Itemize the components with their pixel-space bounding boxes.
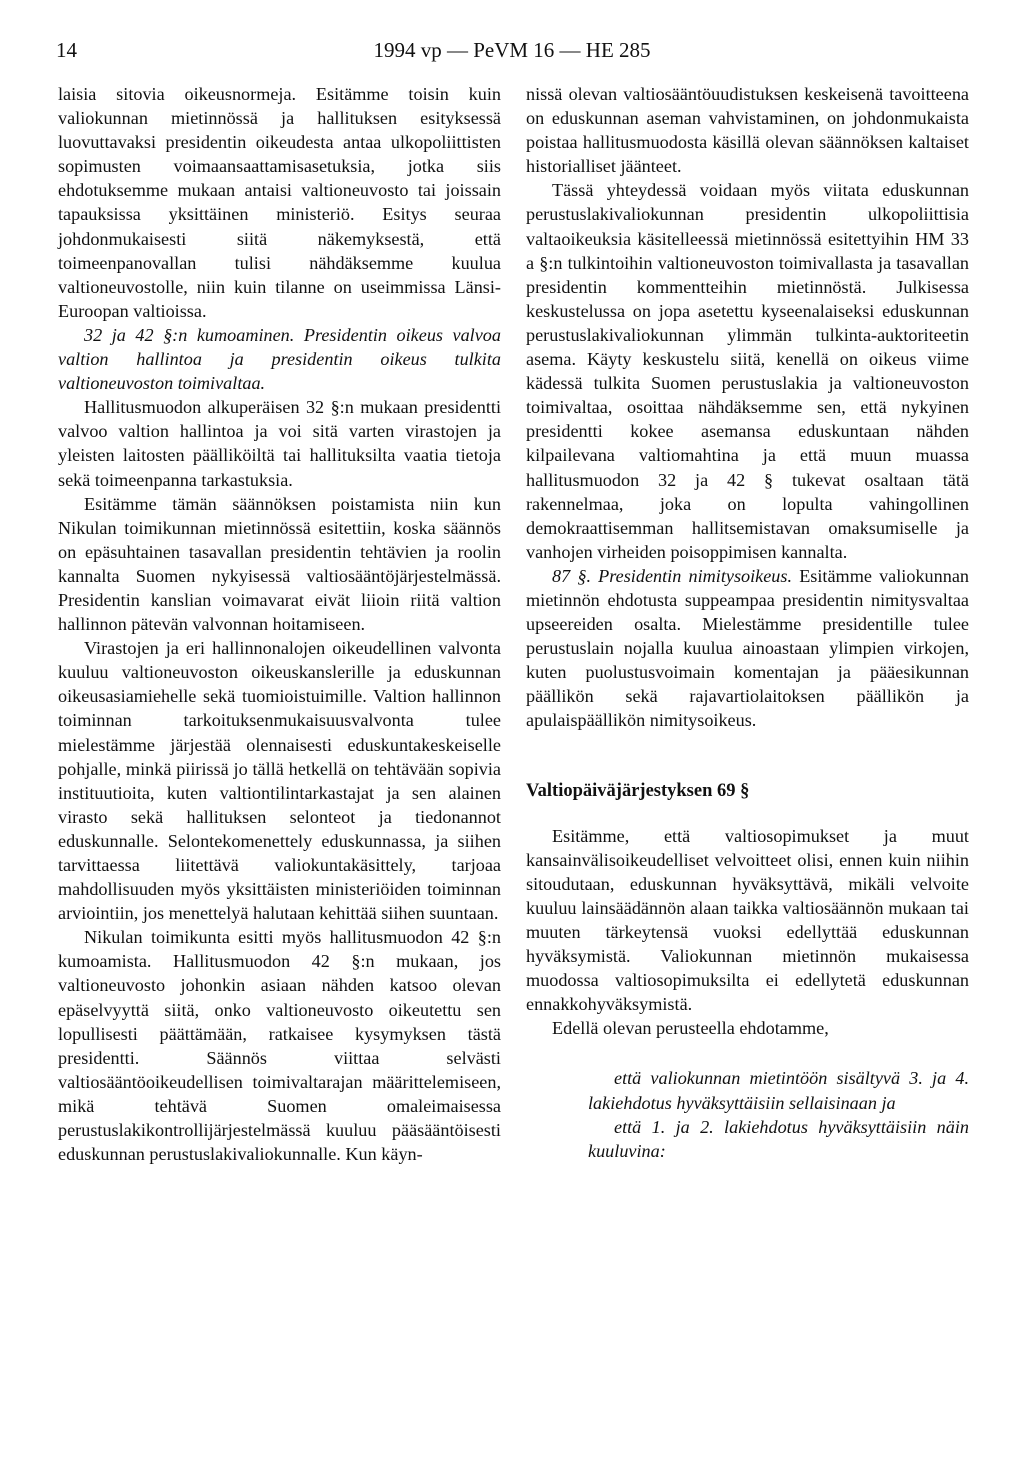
paragraph: Edellä olevan perusteella ehdotamme,	[552, 1018, 829, 1039]
paragraph: Nikulan toimikunta esitti myös hallitusmuodon 42 §:n kumoamista. Hallitusmuodon 42 §:n mukaan, jos valtioneuvosto johonkin asiaan nähden katsoo olevan epäselvyyttä siitä, onko valtioneuvosto oikeutettu sen lopullisesti päättämään, ratkaisee kysymyksen tästä presidentti. Säännös viittaa selvästi valtiosääntöoikeudellisen toimivaltarajan määrittelemiseen, mikä tehtävä Suomen omaleimaisessa perustuslakikontrollijärjestelmässä kuuluu pääsääntöisesti eduskunnan perustuslakivaliokunnalle. Kun käyn-	[58, 927, 501, 1165]
section-title-87: 87 §. Presidentin nimitysoikeus.	[552, 565, 793, 586]
motion-1: että valiokunnan mietintöön sisältyvä 3. ja 4. lakiehdotus hyväksyttäisiin sellaisinaan ja	[588, 1068, 969, 1113]
page-header	[56, 38, 968, 68]
section-heading: Valtiopäiväjärjestyksen 69 §	[526, 780, 750, 801]
page-number: 14	[56, 38, 77, 62]
paragraph-87-text: Esitämme valiokunnan mietinnön ehdotusta suppeampaa presidentin nimitysvaltaa upseereiden osalta. Mielestämme presidentille tulee perustuslain nojalla kuulua ainoastaan ylimpien virkojen, kuten puolustusvoimain komentajan ja pääesikunnan päällikön sekä rajavartiolaitoksen päällikön ja apulaispäällikön nimitysoikeus.	[526, 565, 969, 731]
motion-2: että 1. ja 2. lakiehdotus hyväksyttäisiin näin kuuluvina:	[588, 1116, 969, 1161]
paragraph: Tässä yhteydessä voidaan myös viitata eduskunnan perustuslakivaliokunnan presidentin ulkopoliittisia valtaoikeuksia käsitelleessä mietinnössä esitettyihin HM 33 a §:n tulkintoihin valtioneuvoston toimivallasta ja tasavallan presidentin kommentteihin mietinnöstä. Julkisessa keskustelussa on jopa asetettu kyseenalaiseksi eduskunnan perustuslakivaliokunnan ylimmän tulkinta-auktoriteetin asema. Käyty keskustelu siitä, kenellä on oikeus viime kädessä tulkita Suomen perustuslakia ja valtioneuvoston toimivaltaa, osoittaa nähdäksemme sen, että nykyinen presidentti kokee asemansa eduskuntaan nähden kilpailevana valtiomahtina ja että muun muassa hallitusmuodon 32 ja 42 § tukevat osaltaan tätä rakennelmaa, joka on lopulta vahingollinen demokraattisemman hallitsemistavan omaksumiselle ja vanhojen virheiden poisoppimisen kannalta.	[526, 180, 969, 562]
running-title: 1994 vp — PeVM 16 — HE 285	[373, 38, 651, 62]
paragraph: nissä olevan valtiosääntöuudistuksen keskeisenä tavoitteena on eduskunnan aseman vahvistaminen, on johdonmukaista poistaa hallitusmuodosta käsillä olevan säännöksen kaltaiset historialliset jäänteet.	[526, 84, 969, 177]
right-column	[526, 82, 969, 1163]
section-title-32-42: 32 ja 42 §:n kumoaminen. Presidentin oikeus valvoa valtion hallintoa ja presidentin oikeus tulkita valtioneuvoston toimivaltaa.	[58, 324, 501, 394]
paragraph: Hallitusmuodon alkuperäisen 32 §:n mukaan presidentti valvoo valtion hallintoa ja voi sitä varten virastojen ja yleisten laitosten päälliköiltä tai hallituksilta vaatia tietoja sekä toimeenpanna tarkastuksia.	[58, 397, 501, 490]
paragraph: laisia sitovia oikeusnormeja. Esitämme toisin kuin valiokunnan mietinnössä ja hallituksen esityksessä luovuttavaksi presidentin oikeudesta antaa ulkopoliittisten sopimusten voimaansaattamisasetuksia, jotka siis ehdotuksemme mukaan antaisi valtioneuvosto tai joissain tapauksissa yksittäinen ministeriö. Esitys seuraa johdonmukaisesti siitä näkemyksestä, että toimeenpanovallan tulisi nähdäksemme kuulua valtioneuvostolle, niin kuin tilanne on useimmissa Länsi-Euroopan valtioissa.	[58, 84, 501, 321]
paragraph-87	[526, 564, 969, 733]
paragraph: Esitämme, että valtiosopimukset ja muut kansainvälisoikeudelliset velvoitteet olisi, ennen kuin niihin sitoudutaan, eduskunnan hyväksyttävä, mikäli velvoite kuuluu lainsäädännön alaan taikka valtiosäännön mukaan tai muuten tärkeytensä vuoksi edellyttää eduskunnan hyväksymistä. Valiokunnan mietinnön mukaisessa muodossa valtiosopimuksilta ei edellytetä eduskunnan ennakkohyväksymistä.	[526, 825, 969, 1015]
paragraph: Esitämme tämän säännöksen poistamista niin kun Nikulan toimikunnan mietinnössä esitettiin, koska säännös on epäsuhtainen tasavallan presidentin tehtävien ja roolin kannalta Suomen nykyisessä valtiosääntöjärjestelmässä. Presidentin kanslian voimavarat eivät liioin riitä valtion hallinnon pätevän valvonnan hoitamiseen.	[58, 493, 501, 635]
paragraph: Virastojen ja eri hallinnonalojen oikeudellinen valvonta kuuluu valtioneuvoston oikeuskanslerille ja eduskunnan oikeusasiamiehelle sekä tuomioistuimille. Valtion hallinnon toiminnan tarkoituksenmukaisuusvalvonta tulee mielestämme järjestää olennaisesti eduskuntakeskeiselle pohjalle, minkä piirissä jo tällä hetkellä on tehtävään sopivia instituutioita, kuten valtiontilintarkastajat ja sen alainen virasto sekä hallituksen selonteot ja tiedonannot eduskunnalle. Selontekomenettely eduskunnassa, ja siihen tarvittaessa liitettävä valiokuntakäsittely, tarjoaa mahdollisuuden myös yksittäisten ministeriöiden toiminnan arviointiin, jos menettelyä halutaan kehittää siihen suuntaan.	[58, 638, 501, 924]
left-column	[58, 82, 501, 1166]
